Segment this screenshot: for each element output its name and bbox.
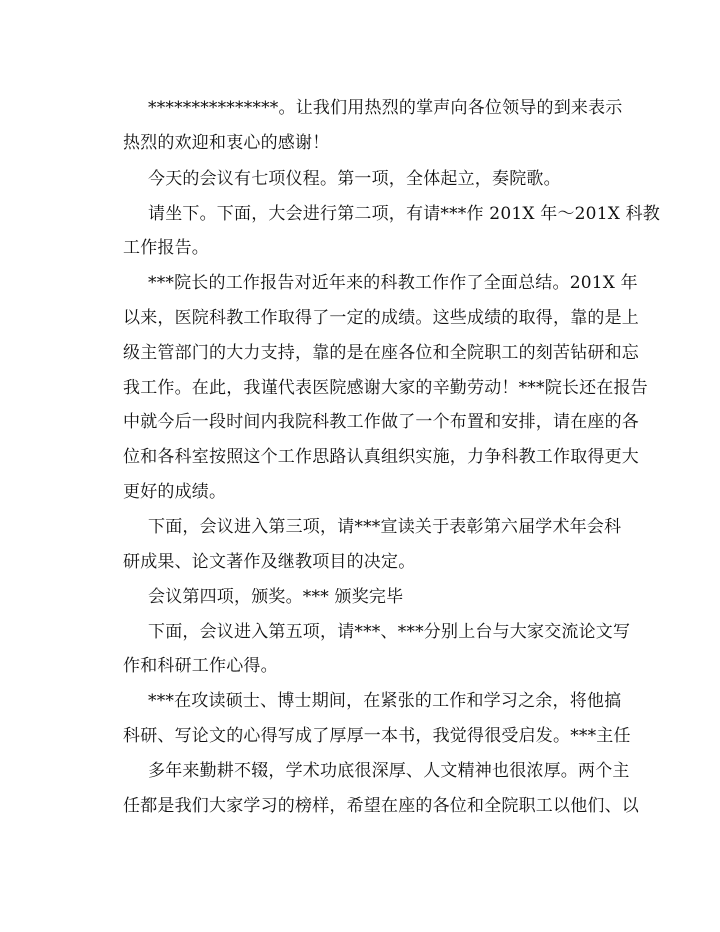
text-line: 更好的成绩。 [123, 482, 227, 502]
text-line: ***在攻读硕士、博士期间，在紧张的工作和学习之余，将他搞 [148, 691, 622, 711]
text-line: 中就今后一段时间内我院科教工作做了一个布置和安排，请在座的各 [123, 412, 639, 432]
text-line: 请坐下。下面，大会进行第二项，有请***作 201X 年～201X 科教 [148, 204, 661, 224]
text-line: 位和各科室按照这个工作思路认真组织实施，力争科教工作取得更大 [123, 447, 639, 467]
text-line: ***院长的工作报告对近年来的科教工作作了全面总结。201X 年 [148, 273, 638, 293]
text-line: 作和科研工作心得。 [123, 656, 278, 676]
text-line: 科研、写论文的心得写成了厚厚一本书，我觉得很受启发。***主任 [123, 726, 631, 746]
text-line: 研成果、论文著作及继教项目的决定。 [123, 552, 416, 572]
text-line: 以来，医院科教工作取得了一定的成绩。这些成绩的取得，靠的是上 [123, 308, 639, 328]
text-line: 级主管部门的大力支持，靠的是在座各位和全院职工的刻苦钻研和忘 [123, 343, 639, 363]
text-line: 下面，会议进入第三项，请***宣读关于表彰第六届学术年会科 [148, 517, 622, 537]
text-line: 我工作。在此，我谨代表医院感谢大家的辛勤劳动！***院长还在报告 [123, 378, 648, 398]
text-line: 工作报告。 [123, 238, 209, 258]
text-line: 下面，会议进入第五项，请***、***分别上台与大家交流论文写 [148, 622, 631, 642]
text-line: 任都是我们大家学习的榜样，希望在座的各位和全院职工以他们、以 [123, 796, 639, 816]
text-line: ***************。让我们用热烈的掌声向各位领导的到来表示 [148, 98, 623, 118]
text-line: 会议第四项，颁奖。*** 颁奖完毕 [148, 587, 404, 607]
text-line: 热烈的欢迎和衷心的感谢！ [123, 133, 330, 153]
text-line: 多年来勤耕不辍，学术功底很深厚、人文精神也很浓厚。两个主 [148, 761, 630, 781]
text-line: 今天的会议有七项仪程。第一项，全体起立，奏院歌。 [148, 169, 561, 189]
